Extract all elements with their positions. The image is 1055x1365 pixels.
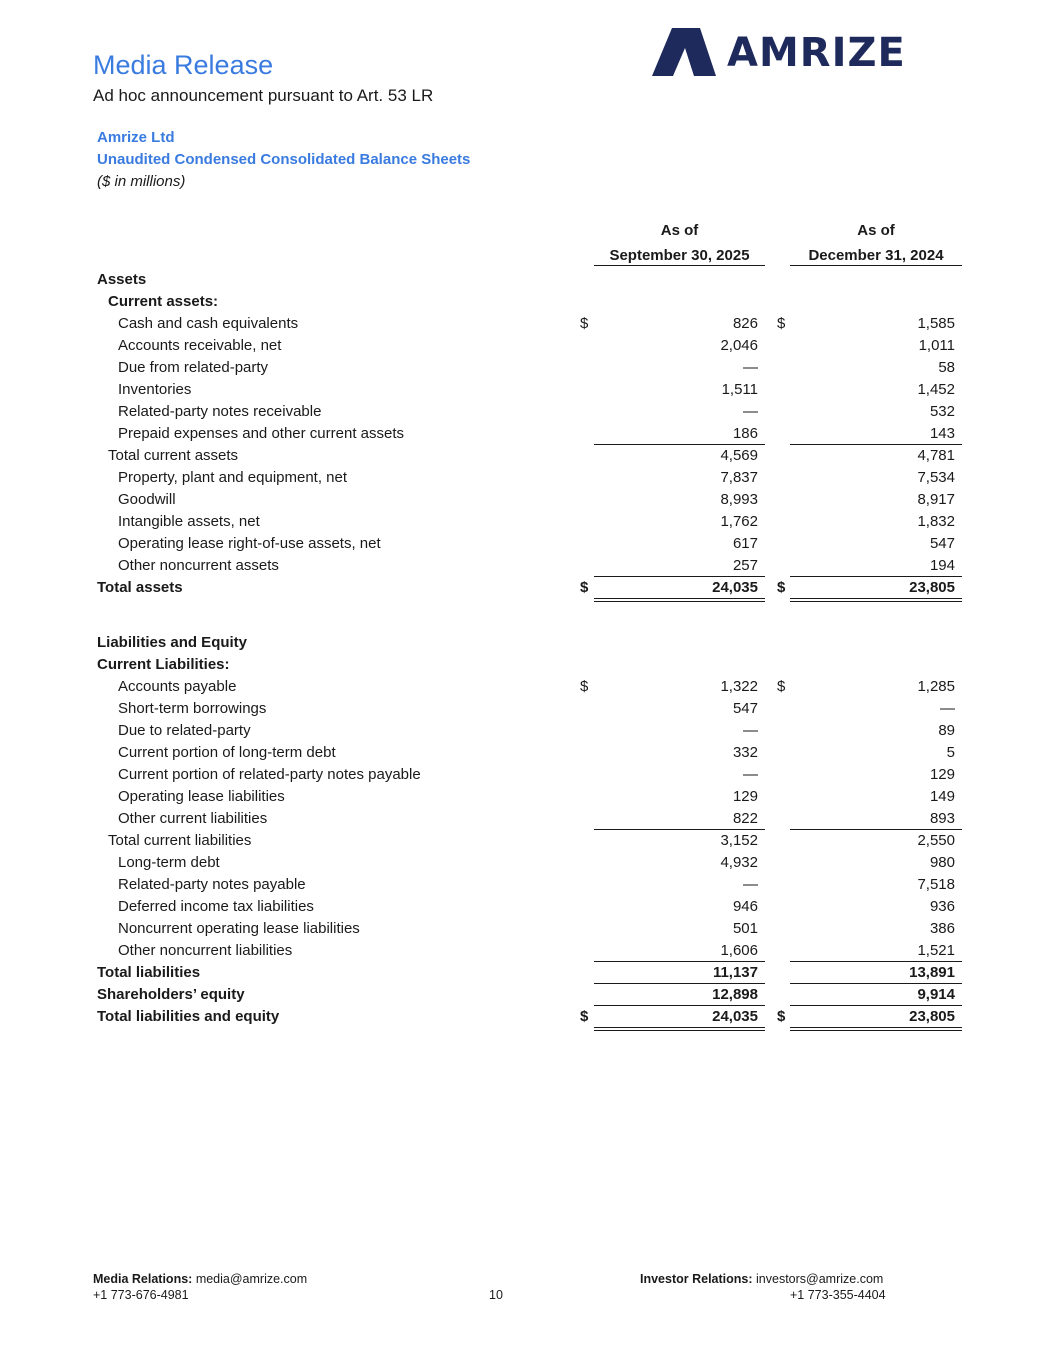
row-label: Other noncurrent assets xyxy=(118,557,279,574)
statement-title: Unaudited Condensed Consolidated Balance Sheets xyxy=(97,151,471,168)
value-sep-2025: 1,762 xyxy=(720,513,758,530)
table-row xyxy=(0,335,1055,357)
row-label: Accounts receivable, net xyxy=(118,337,282,354)
row-label: Current portion of related-party notes payable xyxy=(118,766,421,783)
row-label: Total current liabilities xyxy=(108,832,252,849)
value-sep-2025: 822 xyxy=(732,810,758,827)
row-label: Long-term debt xyxy=(118,854,220,871)
row-label: Total liabilities and equity xyxy=(97,1008,280,1025)
value-dec-2024: 4,781 xyxy=(917,447,955,464)
double-underline xyxy=(594,1027,765,1028)
row-label: Current Liabilities: xyxy=(97,656,230,673)
table-row xyxy=(0,874,1055,896)
media-relations-phone: +1 773-676-4981 xyxy=(93,1288,189,1302)
row-label: Prepaid expenses and other current assets xyxy=(118,425,405,442)
value-dec-2024: — xyxy=(940,700,955,717)
value-sep-2025: — xyxy=(743,766,758,783)
column-header-2-date: December 31, 2024 xyxy=(808,247,944,264)
amrize-logo xyxy=(652,27,927,79)
table-row xyxy=(0,445,1055,467)
value-sep-2025: 257 xyxy=(732,557,758,574)
value-dec-2024: 13,891 xyxy=(909,964,955,981)
value-dec-2024: 936 xyxy=(929,898,955,915)
value-sep-2025: 4,932 xyxy=(720,854,758,871)
value-dec-2024: 1,285 xyxy=(917,678,955,695)
table-row xyxy=(0,962,1055,984)
table-row xyxy=(0,357,1055,379)
value-sep-2025: 12,898 xyxy=(712,986,758,1003)
row-label: Related-party notes receivable xyxy=(118,403,322,420)
row-label: Short-term borrowings xyxy=(118,700,267,717)
currency-symbol: $ xyxy=(580,678,589,695)
row-label: Total current assets xyxy=(108,447,239,464)
table-row xyxy=(0,291,1055,313)
amrize-logo-wordmark: AMRIZE xyxy=(727,30,906,76)
row-label: Current portion of long-term debt xyxy=(118,744,336,761)
value-dec-2024: 89 xyxy=(938,722,955,739)
row-label: Intangible assets, net xyxy=(118,513,260,530)
value-sep-2025: — xyxy=(743,722,758,739)
media-relations-email: media@amrize.com xyxy=(195,1272,308,1286)
value-dec-2024: 1,585 xyxy=(917,315,955,332)
value-dec-2024: 149 xyxy=(929,788,955,805)
media-relations-contact xyxy=(93,1272,307,1286)
value-sep-2025: 617 xyxy=(732,535,758,552)
value-sep-2025: 826 xyxy=(732,315,758,332)
row-label: Related-party notes payable xyxy=(118,876,306,893)
investor-relations-label: Investor Relations: xyxy=(640,1272,753,1286)
row-label: Total assets xyxy=(97,579,183,596)
double-underline xyxy=(594,598,765,599)
table-row xyxy=(0,742,1055,764)
table-row xyxy=(0,852,1055,874)
currency-symbol: $ xyxy=(777,315,786,332)
table-row xyxy=(0,1006,1055,1028)
value-dec-2024: 1,452 xyxy=(917,381,955,398)
table-row xyxy=(0,918,1055,940)
table-row xyxy=(0,984,1055,1006)
table-row xyxy=(0,632,1055,654)
currency-symbol: $ xyxy=(580,315,589,332)
column-header-2-line1: As of xyxy=(857,222,895,239)
table-row xyxy=(0,720,1055,742)
column-header-2-rule xyxy=(790,265,962,266)
value-sep-2025: 8,993 xyxy=(720,491,758,508)
value-dec-2024: 194 xyxy=(929,557,955,574)
table-row xyxy=(0,764,1055,786)
media-relations-label: Media Relations: xyxy=(93,1272,193,1286)
value-dec-2024: 23,805 xyxy=(909,579,955,596)
table-row xyxy=(0,401,1055,423)
value-sep-2025: 7,837 xyxy=(720,469,758,486)
double-underline xyxy=(790,1027,962,1028)
investor-relations-contact xyxy=(640,1272,883,1286)
row-label: Operating lease liabilities xyxy=(118,788,285,805)
value-sep-2025: 4,569 xyxy=(720,447,758,464)
table-row xyxy=(0,313,1055,335)
double-underline xyxy=(790,598,962,599)
row-label: Other current liabilities xyxy=(118,810,268,827)
value-dec-2024: 129 xyxy=(929,766,955,783)
row-label: Due from related-party xyxy=(118,359,269,376)
table-row xyxy=(0,555,1055,577)
value-sep-2025: 2,046 xyxy=(720,337,758,354)
table-row xyxy=(0,676,1055,698)
row-label: Liabilities and Equity xyxy=(97,634,248,651)
table-row xyxy=(0,577,1055,599)
page-title: Media Release xyxy=(93,50,274,80)
table-row xyxy=(0,467,1055,489)
value-sep-2025: 3,152 xyxy=(720,832,758,849)
value-sep-2025: — xyxy=(743,359,758,376)
investor-relations-email: investors@amrize.com xyxy=(756,1272,884,1286)
column-header-1-rule xyxy=(594,265,765,266)
amrize-logo-mark-icon xyxy=(652,28,718,78)
double-underline xyxy=(594,601,765,602)
row-label: Cash and cash equivalents xyxy=(118,315,299,332)
page-subtitle: Ad hoc announcement pursuant to Art. 53 LR xyxy=(93,86,434,105)
table-row xyxy=(0,654,1055,676)
currency-symbol: $ xyxy=(777,1008,786,1025)
value-sep-2025: 1,511 xyxy=(721,381,758,398)
column-header-1-date: September 30, 2025 xyxy=(609,247,750,264)
double-underline xyxy=(594,1030,765,1031)
column-header-1-line1: As of xyxy=(660,222,699,239)
value-sep-2025: 1,606 xyxy=(720,942,758,959)
value-dec-2024: 143 xyxy=(929,425,955,442)
currency-symbol: $ xyxy=(580,579,589,596)
table-row xyxy=(0,830,1055,852)
row-label: Current assets: xyxy=(108,293,219,310)
value-dec-2024: 1,521 xyxy=(917,942,955,959)
row-label: Total liabilities xyxy=(97,964,201,981)
value-sep-2025: 1,322 xyxy=(720,678,758,695)
row-label: Operating lease right-of-use assets, net xyxy=(118,535,381,552)
value-dec-2024: 8,917 xyxy=(917,491,955,508)
table-row xyxy=(0,896,1055,918)
page-number: 10 xyxy=(489,1288,503,1302)
value-dec-2024: 7,518 xyxy=(917,876,955,893)
table-row xyxy=(0,489,1055,511)
value-dec-2024: 58 xyxy=(938,359,955,376)
table-row xyxy=(0,269,1055,291)
value-sep-2025: — xyxy=(743,876,758,893)
company-name: Amrize Ltd xyxy=(97,129,175,146)
value-dec-2024: 386 xyxy=(929,920,955,937)
row-label: Goodwill xyxy=(118,491,176,508)
value-sep-2025: 547 xyxy=(732,700,758,717)
value-dec-2024: 23,805 xyxy=(909,1008,955,1025)
value-sep-2025: 11,137 xyxy=(712,964,758,981)
value-sep-2025: 24,035 xyxy=(712,579,758,596)
table-row xyxy=(0,786,1055,808)
row-label: Shareholders’ equity xyxy=(97,986,245,1003)
value-dec-2024: 1,832 xyxy=(917,513,955,530)
value-sep-2025: — xyxy=(743,403,758,420)
table-row xyxy=(0,511,1055,533)
value-sep-2025: 186 xyxy=(732,425,758,442)
table-row xyxy=(0,379,1055,401)
row-label: Due to related-party xyxy=(118,722,251,739)
value-dec-2024: 9,914 xyxy=(917,986,955,1003)
row-label: Accounts payable xyxy=(118,678,237,695)
value-dec-2024: 980 xyxy=(929,854,955,871)
value-sep-2025: 129 xyxy=(732,788,758,805)
table-row xyxy=(0,533,1055,555)
row-label: Inventories xyxy=(118,381,192,398)
currency-symbol: $ xyxy=(777,579,786,596)
value-sep-2025: 332 xyxy=(732,744,758,761)
table-row xyxy=(0,423,1055,445)
row-label: Deferred income tax liabilities xyxy=(118,898,314,915)
table-row xyxy=(0,940,1055,962)
value-dec-2024: 1,011 xyxy=(918,337,955,354)
row-label: Assets xyxy=(97,271,147,288)
table-row xyxy=(0,808,1055,830)
value-dec-2024: 893 xyxy=(929,810,955,827)
value-dec-2024: 2,550 xyxy=(917,832,955,849)
value-dec-2024: 5 xyxy=(946,744,955,761)
value-dec-2024: 7,534 xyxy=(917,469,955,486)
value-dec-2024: 532 xyxy=(929,403,955,420)
table-row xyxy=(0,698,1055,720)
row-label: Noncurrent operating lease liabilities xyxy=(118,920,360,937)
row-label: Other noncurrent liabilities xyxy=(118,942,293,959)
value-dec-2024: 547 xyxy=(929,535,955,552)
statement-units: ($ in millions) xyxy=(97,173,186,190)
value-sep-2025: 946 xyxy=(732,898,758,915)
currency-symbol: $ xyxy=(777,678,786,695)
currency-symbol: $ xyxy=(580,1008,589,1025)
investor-relations-phone: +1 773-355-4404 xyxy=(790,1288,886,1302)
double-underline xyxy=(790,601,962,602)
double-underline xyxy=(790,1030,962,1031)
row-label: Property, plant and equipment, net xyxy=(118,469,348,486)
value-sep-2025: 24,035 xyxy=(712,1008,758,1025)
value-sep-2025: 501 xyxy=(732,920,758,937)
